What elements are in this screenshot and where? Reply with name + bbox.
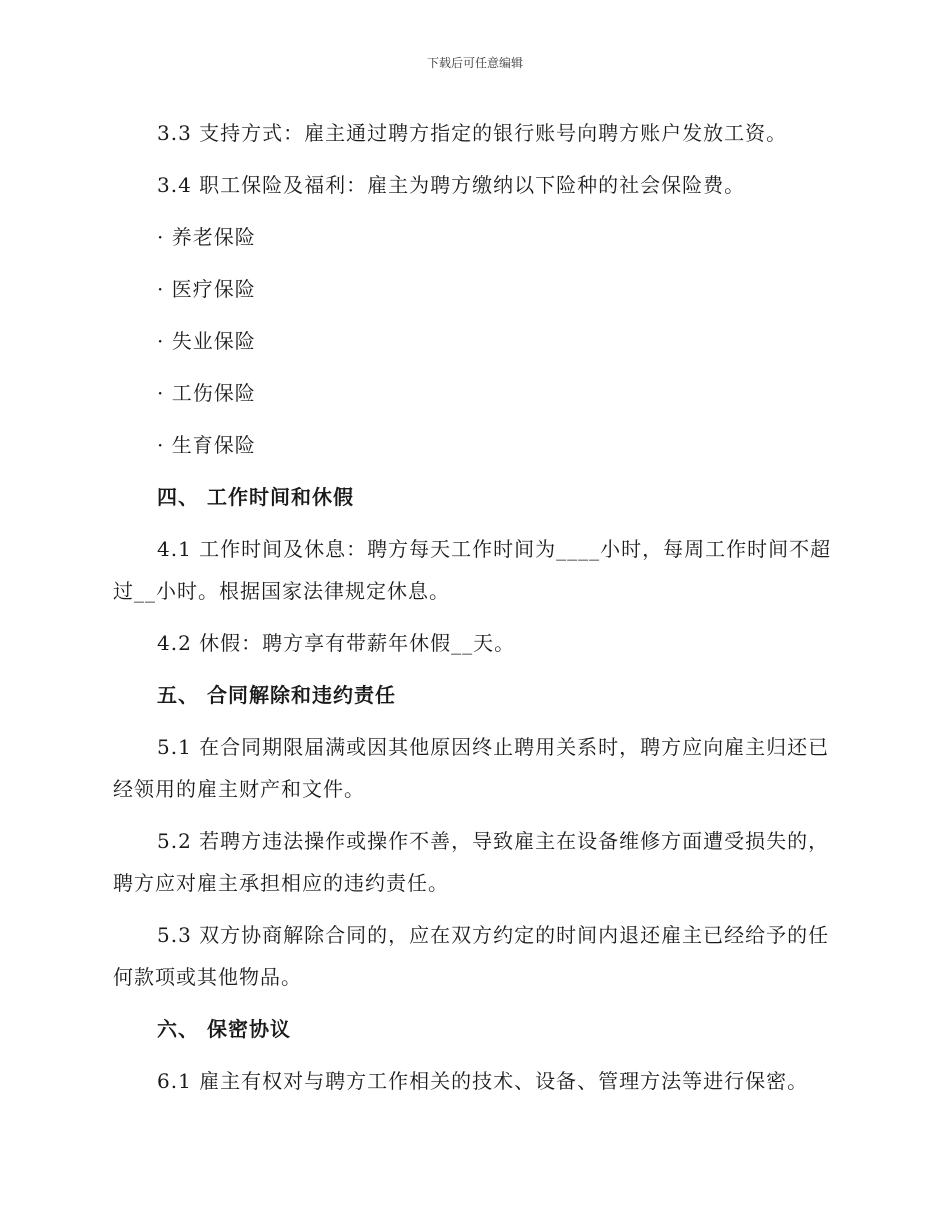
bullet-unemployment-insurance: · 失业保险 <box>157 329 256 353</box>
clause-4-1: 4.1 工作时间及休息：聘方每天工作时间为____小时，每周工作时间不超过__小时。根据国家法律规定休息。 <box>113 537 832 603</box>
clause-3-4: 3.4 职工保险及福利：雇主为聘方缴纳以下险种的社会保险费。 <box>157 173 746 197</box>
clause-3-3: 3.3 支持方式：雇主通过聘方指定的银行账号向聘方账户发放工资。 <box>157 121 788 145</box>
clause-6-1: 6.1 雇主有权对与聘方工作相关的技术、设备、管理方法等进行保密。 <box>157 1069 809 1093</box>
page-header: 下载后可任意编辑 <box>426 56 523 70</box>
bullet-maternity-insurance: · 生育保险 <box>157 433 256 457</box>
bullet-pension-insurance: · 养老保险 <box>157 225 256 249</box>
clause-5-2: 5.2 若聘方违法操作或操作不善，导致雇主在设备维修方面遭受损失的，聘方应对雇主承担相应的违约责任。 <box>113 829 830 895</box>
clause-5-3: 5.3 双方协商解除合同的，应在双方约定的时间内退还雇主已经给予的任何款项或其他物品。 <box>113 923 830 989</box>
section-heading-4: 四、 工作时间和休假 <box>157 485 354 509</box>
clause-5-1: 5.1 在合同期限届满或因其他原因终止聘用关系时，聘方应向雇主归还已经领用的雇主财产和文件。 <box>113 735 830 801</box>
bullet-work-injury-insurance: · 工伤保险 <box>157 381 256 405</box>
section-heading-6: 六、 保密协议 <box>157 1017 291 1041</box>
section-heading-5: 五、 合同解除和违约责任 <box>157 683 396 707</box>
clause-4-2: 4.2 休假：聘方享有带薪年休假__天。 <box>157 631 516 655</box>
bullet-medical-insurance: · 医疗保险 <box>157 277 256 301</box>
document-body <box>113 112 843 1112</box>
